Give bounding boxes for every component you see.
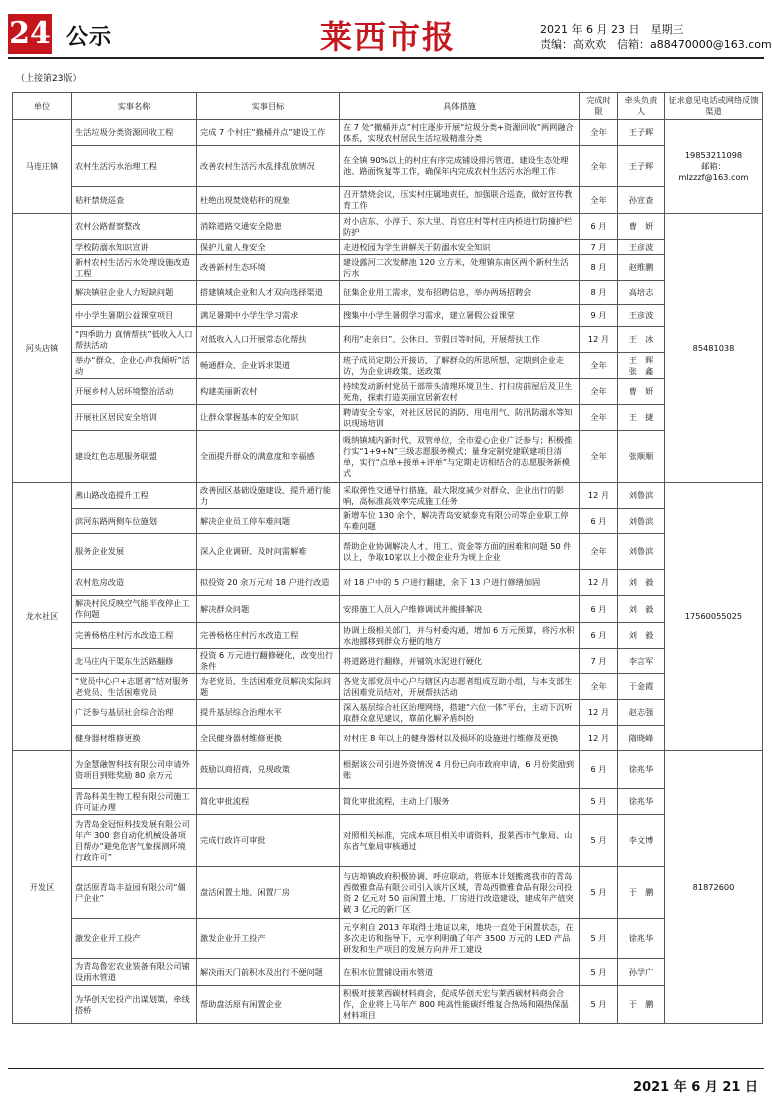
lead-cell: 徐兆华 <box>618 751 665 789</box>
measures-cell: 吸纳镇域内新时代、双管单位，全市爱心企业广泛参与；积极推行实“1+9+N”三级志愿服务模式；量身定制党建联建项目清单，实行“点单+接单+评单”与定期走访相结合的志愿服务新模式 <box>340 431 580 483</box>
unit-cell: 河头店镇 <box>13 214 72 483</box>
deadline-cell: 全年 <box>580 674 618 700</box>
measures-cell: 深入基层综合社区治理网络，搭建“六位一体”平台，主动下沉听取群众意见建议，靠前化解矛盾纠纷 <box>340 700 580 726</box>
item-name-cell: 农村公路督察整改 <box>72 214 197 240</box>
deadline-cell: 12 月 <box>580 726 618 751</box>
lead-cell: 张顺顺 <box>618 431 665 483</box>
item-goal-cell: 帮助盘活原有闲置企业 <box>197 986 340 1024</box>
item-name-cell: 滨河东路两侧车位施划 <box>72 509 197 534</box>
lead-cell: 徐兆华 <box>618 789 665 815</box>
deadline-cell: 12 月 <box>580 570 618 596</box>
item-goal-cell: 搭建镇域企业和人才双向选择渠道 <box>197 281 340 305</box>
table-row <box>13 959 763 986</box>
lead-cell: 高培志 <box>618 281 665 305</box>
item-name-cell: 解决镇驻企业人力短缺问题 <box>72 281 197 305</box>
table-row <box>13 919 763 959</box>
table-row <box>13 534 763 570</box>
unit-cell: 龙水社区 <box>13 483 72 751</box>
item-name-cell: 完善杨格庄村污水改造工程 <box>72 623 197 649</box>
measures-cell: 各党支部党员中心户与辖区内志愿者组成互助小组，与本支部生活困难党员结对，开展帮扶活动 <box>340 674 580 700</box>
lead-cell: 曹 妍 <box>618 379 665 405</box>
header-deadline: 完成时限 <box>580 93 618 120</box>
item-goal-cell: 完成 7 个村庄“撤桶并点”建设工作 <box>197 120 340 146</box>
item-goal-cell: 解决群众问题 <box>197 596 340 623</box>
table-row <box>13 700 763 726</box>
table-row <box>13 305 763 327</box>
header-measures: 具体措施 <box>340 93 580 120</box>
measures-cell: 走进校园为学生讲解关于防溺水安全知识 <box>340 240 580 255</box>
table-row <box>13 405 763 431</box>
item-goal-cell: 激发企业开工投产 <box>197 919 340 959</box>
measures-cell: 利用“走亲日”、公休日、节假日等时间，开展帮扶工作 <box>340 327 580 353</box>
lead-cell: 于 鹏 <box>618 867 665 919</box>
measures-cell: 采取弹性交通导行措施，最大限度减少对群众、企业出行的影响，高标准高效率完成施工任务 <box>340 483 580 509</box>
table-header-row <box>13 93 763 120</box>
header-feedback-channel: 征求意见电话或网络反馈渠道 <box>665 93 763 120</box>
header-unit: 单位 <box>13 93 72 120</box>
table-row <box>13 596 763 623</box>
item-name-cell: 开展乡村人居环境整治活动 <box>72 379 197 405</box>
feedback-contact-cell: 19853211098 邮箱： mlzzzf@163.com <box>665 120 763 214</box>
header-lead: 牵头负责人 <box>618 93 665 120</box>
measures-cell: 将道路进行翻修，并铺筑水泥进行硬化 <box>340 649 580 674</box>
deadline-cell: 5 月 <box>580 919 618 959</box>
item-name-cell: 广泛参与基层社会综合治理 <box>72 700 197 726</box>
item-goal-cell: 保护儿童人身安全 <box>197 240 340 255</box>
table-row <box>13 815 763 867</box>
table-row <box>13 146 763 187</box>
unit-cell: 马连庄镇 <box>13 120 72 214</box>
deadline-cell: 全年 <box>580 187 618 214</box>
measures-cell: 帮助企业协调解决人才、用工、资金等方面的困难和问题 50 件以上，争取10家以上小微企业升为规上企业 <box>340 534 580 570</box>
lead-cell: 王 冰 <box>618 327 665 353</box>
item-goal-cell: 对低收入人口开展常态化帮扶 <box>197 327 340 353</box>
item-goal-cell: 让群众掌握基本的安全知识 <box>197 405 340 431</box>
item-name-cell: 建设红色志愿服务联盟 <box>72 431 197 483</box>
measures-cell: 班子成员定期公开接访，了解群众的所思所想，定期到企业走访，为企业讲政策、送政策 <box>340 353 580 379</box>
measures-cell: 安排施工人员入户维修调试并搬排解决 <box>340 596 580 623</box>
item-name-cell: 新村农村生活污水处理设施改造工程 <box>72 255 197 281</box>
deadline-cell: 5 月 <box>580 867 618 919</box>
deadline-cell: 全年 <box>580 146 618 187</box>
measures-cell: 持续发动新村党员干部带头清理环境卫生、打扫房前屋后及卫生死角，探索打造美丽宜居新农村 <box>340 379 580 405</box>
measures-cell: 对 18 户中的 5 户进行翻建，余下 13 户进行修缮加固 <box>340 570 580 596</box>
deadline-cell: 全年 <box>580 431 618 483</box>
feedback-contact-cell: 85481038 <box>665 214 763 483</box>
lead-cell: 刘鲁滨 <box>618 534 665 570</box>
lead-cell: 李文博 <box>618 815 665 867</box>
lead-cell: 王 辉 张 鑫 <box>618 353 665 379</box>
item-goal-cell: 完善杨格庄村污水改造工程 <box>197 623 340 649</box>
measures-cell: 对小店东、小淳于、东大里、肖官庄村等村庄内桥进行防撞护栏防护 <box>340 214 580 240</box>
deadline-cell: 6 月 <box>580 596 618 623</box>
item-name-cell: 秸秆禁烧巡查 <box>72 187 197 214</box>
deadline-cell: 全年 <box>580 534 618 570</box>
measures-cell: 在 7 处“撤桶并点”村庄逐步开展“垃圾分类+资源回收”两网融合体系，实现农村居民生活垃圾精准分类 <box>340 120 580 146</box>
table-row <box>13 726 763 751</box>
deadline-cell: 8 月 <box>580 281 618 305</box>
lead-cell: 王子辉 <box>618 120 665 146</box>
header-item-name: 实事名称 <box>72 93 197 120</box>
editor-contact: 责编：高欢欢 信箱：a88470000@163.com <box>540 38 772 51</box>
item-goal-cell: 全面提升群众的满意度和幸福感 <box>197 431 340 483</box>
item-goal-cell: 鼓励以商招商，兑现政策 <box>197 751 340 789</box>
item-goal-cell: 深入企业调研、及时问需解难 <box>197 534 340 570</box>
lead-cell: 赵维鹏 <box>618 255 665 281</box>
header-item-goal: 实事目标 <box>197 93 340 120</box>
lead-cell: 赵志强 <box>618 700 665 726</box>
item-goal-cell: 畅通群众、企业诉求渠道 <box>197 353 340 379</box>
table-row <box>13 327 763 353</box>
table-row <box>13 570 763 596</box>
table-row <box>13 281 763 305</box>
item-name-cell: 激发企业开工投产 <box>72 919 197 959</box>
lead-cell: 曹 妍 <box>618 214 665 240</box>
lead-cell: 刘 毅 <box>618 596 665 623</box>
item-goal-cell: 杜绝出现焚烧秸秆的现象 <box>197 187 340 214</box>
lead-cell: 李言军 <box>618 649 665 674</box>
measures-cell: 在全镇 90%以上的村庄有序完成铺设排污管道、建设生态处理池、路面恢复等工作，确保年内完成农村生活污水治理工作 <box>340 146 580 187</box>
deadline-cell: 6 月 <box>580 509 618 534</box>
item-goal-cell: 改善园区基础设施建设、提升通行能力 <box>197 483 340 509</box>
lead-cell: 王彦波 <box>618 305 665 327</box>
item-goal-cell: 全民健身器材维修更换 <box>197 726 340 751</box>
deadline-cell: 8 月 <box>580 255 618 281</box>
item-goal-cell: 改善新村生态环境 <box>197 255 340 281</box>
item-name-cell: 中小学生暑期公益课堂项目 <box>72 305 197 327</box>
deadline-cell: 全年 <box>580 405 618 431</box>
item-name-cell: 农村危房改造 <box>72 570 197 596</box>
item-goal-cell: 解决企业员工停车难问题 <box>197 509 340 534</box>
item-name-cell: 开展社区居民安全培训 <box>72 405 197 431</box>
item-name-cell: 为青岛金冠恒科技发展有限公司年产 300 套自动化机械设备项目帮办“避免危害气象探测环境行政许可” <box>72 815 197 867</box>
issue-date: 2021 年 6 月 23 日 星期三 <box>540 23 684 36</box>
item-name-cell: 健身器材维修更换 <box>72 726 197 751</box>
table-row <box>13 623 763 649</box>
table-row <box>13 214 763 240</box>
measures-cell: 根据该公司引进外资情况 4 月份已向市政府申请，6 月份奖励到账 <box>340 751 580 789</box>
measures-cell: 对照相关标准，完成本项目相关申请资料，报莱西市气象局、山东省气象局审核通过 <box>340 815 580 867</box>
deadline-cell: 6 月 <box>580 751 618 789</box>
item-name-cell: 举办“群众、企业心声我倾听”活动 <box>72 353 197 379</box>
deadline-cell: 7 月 <box>580 240 618 255</box>
footer-date: 2021 年 6 月 21 日 <box>633 1080 758 1095</box>
item-goal-cell: 拟投资 20 余万元对 18 户进行改造 <box>197 570 340 596</box>
item-name-cell: 解决村民反映空气能半夜停止工作问题 <box>72 596 197 623</box>
deadline-cell: 5 月 <box>580 959 618 986</box>
table-row <box>13 867 763 919</box>
item-name-cell: “党员中心户+志愿者”结对服务老党员、生活困难党员 <box>72 674 197 700</box>
header-divider <box>8 57 764 59</box>
continued-note: （上接第23版） <box>16 74 82 84</box>
table-row <box>13 751 763 789</box>
feedback-contact-cell: 81872600 <box>665 751 763 1024</box>
deadline-cell: 5 月 <box>580 815 618 867</box>
table-row <box>13 649 763 674</box>
deadline-cell: 5 月 <box>580 986 618 1024</box>
table-row <box>13 509 763 534</box>
measures-cell: 新增车位 130 余个，解决青岛安斌泰克有限公司等企业职工停车难问题 <box>340 509 580 534</box>
newspaper-masthead: 莱西市报 <box>320 18 457 56</box>
item-name-cell: 盘活原青岛丰益园有限公司“僵尸企业” <box>72 867 197 919</box>
item-name-cell: 青岛科美生物工程有限公司施工许可证办理 <box>72 789 197 815</box>
table-row <box>13 120 763 146</box>
table-row <box>13 674 763 700</box>
table-row <box>13 255 763 281</box>
unit-cell: 开发区 <box>13 751 72 1024</box>
measures-cell: 简化审批流程，主动上门服务 <box>340 789 580 815</box>
table-row <box>13 986 763 1024</box>
feedback-contact-cell: 17560055025 <box>665 483 763 751</box>
lead-cell: 刘鲁滨 <box>618 509 665 534</box>
footer-divider <box>8 1068 764 1069</box>
measures-cell: 聘请安全专家，对社区居民的消防、用电用气、防汛防溺水等知识现场培训 <box>340 405 580 431</box>
lead-cell: 徐兆华 <box>618 919 665 959</box>
lead-cell: 于金霞 <box>618 674 665 700</box>
lead-cell: 王 捷 <box>618 405 665 431</box>
table-row <box>13 431 763 483</box>
item-goal-cell: 提升基层综合治理水平 <box>197 700 340 726</box>
item-goal-cell: 为老党员、生活困难党员解决实际问题 <box>197 674 340 700</box>
lead-cell: 孙宣查 <box>618 187 665 214</box>
item-name-cell: 为青岛鲁宏农业装备有限公司铺设雨水管道 <box>72 959 197 986</box>
measures-cell: 协调上级相关部门，并与村委沟通，增加 6 万元预算，将污水积水池挪移到群众方便的地方 <box>340 623 580 649</box>
lead-cell: 刘 毅 <box>618 623 665 649</box>
measures-cell: 与店埠镇政府积极协调、呼应联动，将原本计划搬离我市的青岛西微雅食品有限公司引入该片区域，青岛西微雅食品有限公司投资 2 亿元对 50 亩闲置土地、厂房进行改造建设，建成年产值突破 3 亿元的新厂区 <box>340 867 580 919</box>
measures-cell: 在积水位置铺设雨水管道 <box>340 959 580 986</box>
lead-cell: 王子辉 <box>618 146 665 187</box>
deadline-cell: 6 月 <box>580 214 618 240</box>
item-name-cell: 学校防溺水知识宣讲 <box>72 240 197 255</box>
page-header <box>0 0 772 62</box>
item-goal-cell: 改善农村生活污水乱排乱放情况 <box>197 146 340 187</box>
item-goal-cell: 盘活闲置土地、闲置厂房 <box>197 867 340 919</box>
table-row <box>13 187 763 214</box>
measures-cell: 召开禁烧会议，压实村庄属地责任，加强联合巡查，做好宣传教育工作 <box>340 187 580 214</box>
deadline-cell: 7 月 <box>580 649 618 674</box>
deadline-cell: 全年 <box>580 353 618 379</box>
table-row <box>13 483 763 509</box>
item-name-cell: 燕山路改造提升工程 <box>72 483 197 509</box>
deadline-cell: 全年 <box>580 379 618 405</box>
deadline-cell: 12 月 <box>580 483 618 509</box>
section-title: 公示 <box>66 25 113 50</box>
table-row <box>13 353 763 379</box>
item-name-cell: 北马庄内干渠东生活路翻修 <box>72 649 197 674</box>
item-name-cell: 服务企业发展 <box>72 534 197 570</box>
item-goal-cell: 构建美丽新农村 <box>197 379 340 405</box>
item-goal-cell: 满足暑期中小学生学习需求 <box>197 305 340 327</box>
item-goal-cell: 简化审批流程 <box>197 789 340 815</box>
item-goal-cell: 投资 6 万元进行翻修硬化，改变出行条件 <box>197 649 340 674</box>
item-name-cell: 生活垃圾分类资源回收工程 <box>72 120 197 146</box>
lead-cell: 刘 毅 <box>618 570 665 596</box>
item-name-cell: 农村生活污水治理工程 <box>72 146 197 187</box>
deadline-cell: 6 月 <box>580 623 618 649</box>
item-name-cell: “四季助力 真情帮扶”低收入人口帮扶活动 <box>72 327 197 353</box>
deadline-cell: 12 月 <box>580 700 618 726</box>
measures-cell: 建设露河二次发酵池 120 立方米，处理镇东南区两个新村生活污水 <box>340 255 580 281</box>
table-row <box>13 240 763 255</box>
table-row <box>13 379 763 405</box>
public-affairs-table <box>12 92 763 1024</box>
measures-cell: 积极对接莱西碳材料商会，促成华创天宏与莱西碳材料商会合作，企业将上马年产 800 吨高性能碳纤维复合热场和隔热保温材料项目 <box>340 986 580 1024</box>
lead-cell: 于 鹏 <box>618 986 665 1024</box>
measures-cell: 征集企业用工需求，发布招聘信息，举办两场招聘会 <box>340 281 580 305</box>
lead-cell: 刘鲁滨 <box>618 483 665 509</box>
item-name-cell: 为华创天宏投产出谋划策，牵线搭桥 <box>72 986 197 1024</box>
measures-cell: 搜集中小学生暑假学习需求，建立暑假公益课堂 <box>340 305 580 327</box>
lead-cell: 王彦波 <box>618 240 665 255</box>
deadline-cell: 全年 <box>580 120 618 146</box>
measures-cell: 元亨利自 2013 年取得土地证以来，地块一直处于闲置状态，在多次走访和指导下，元亨利明确了年产 3500 万元的 LED 产品研发和生产项目的发展方向并开工建设 <box>340 919 580 959</box>
deadline-cell: 5 月 <box>580 789 618 815</box>
item-goal-cell: 消除道路交通安全隐患 <box>197 214 340 240</box>
item-goal-cell: 完成行政许可审批 <box>197 815 340 867</box>
lead-cell: 隋晓峰 <box>618 726 665 751</box>
item-goal-cell: 解决雨天门前积水及出行不便问题 <box>197 959 340 986</box>
table-row <box>13 789 763 815</box>
deadline-cell: 9 月 <box>580 305 618 327</box>
measures-cell: 对村庄 8 年以上的健身器材以及损坏的设施进行维修及更换 <box>340 726 580 751</box>
deadline-cell: 12 月 <box>580 327 618 353</box>
page-number: 24 <box>8 14 52 54</box>
issue-info <box>540 22 772 52</box>
item-name-cell: 为金慧融智科技有限公司申请外资项目到账奖励 80 余万元 <box>72 751 197 789</box>
lead-cell: 孙学广 <box>618 959 665 986</box>
